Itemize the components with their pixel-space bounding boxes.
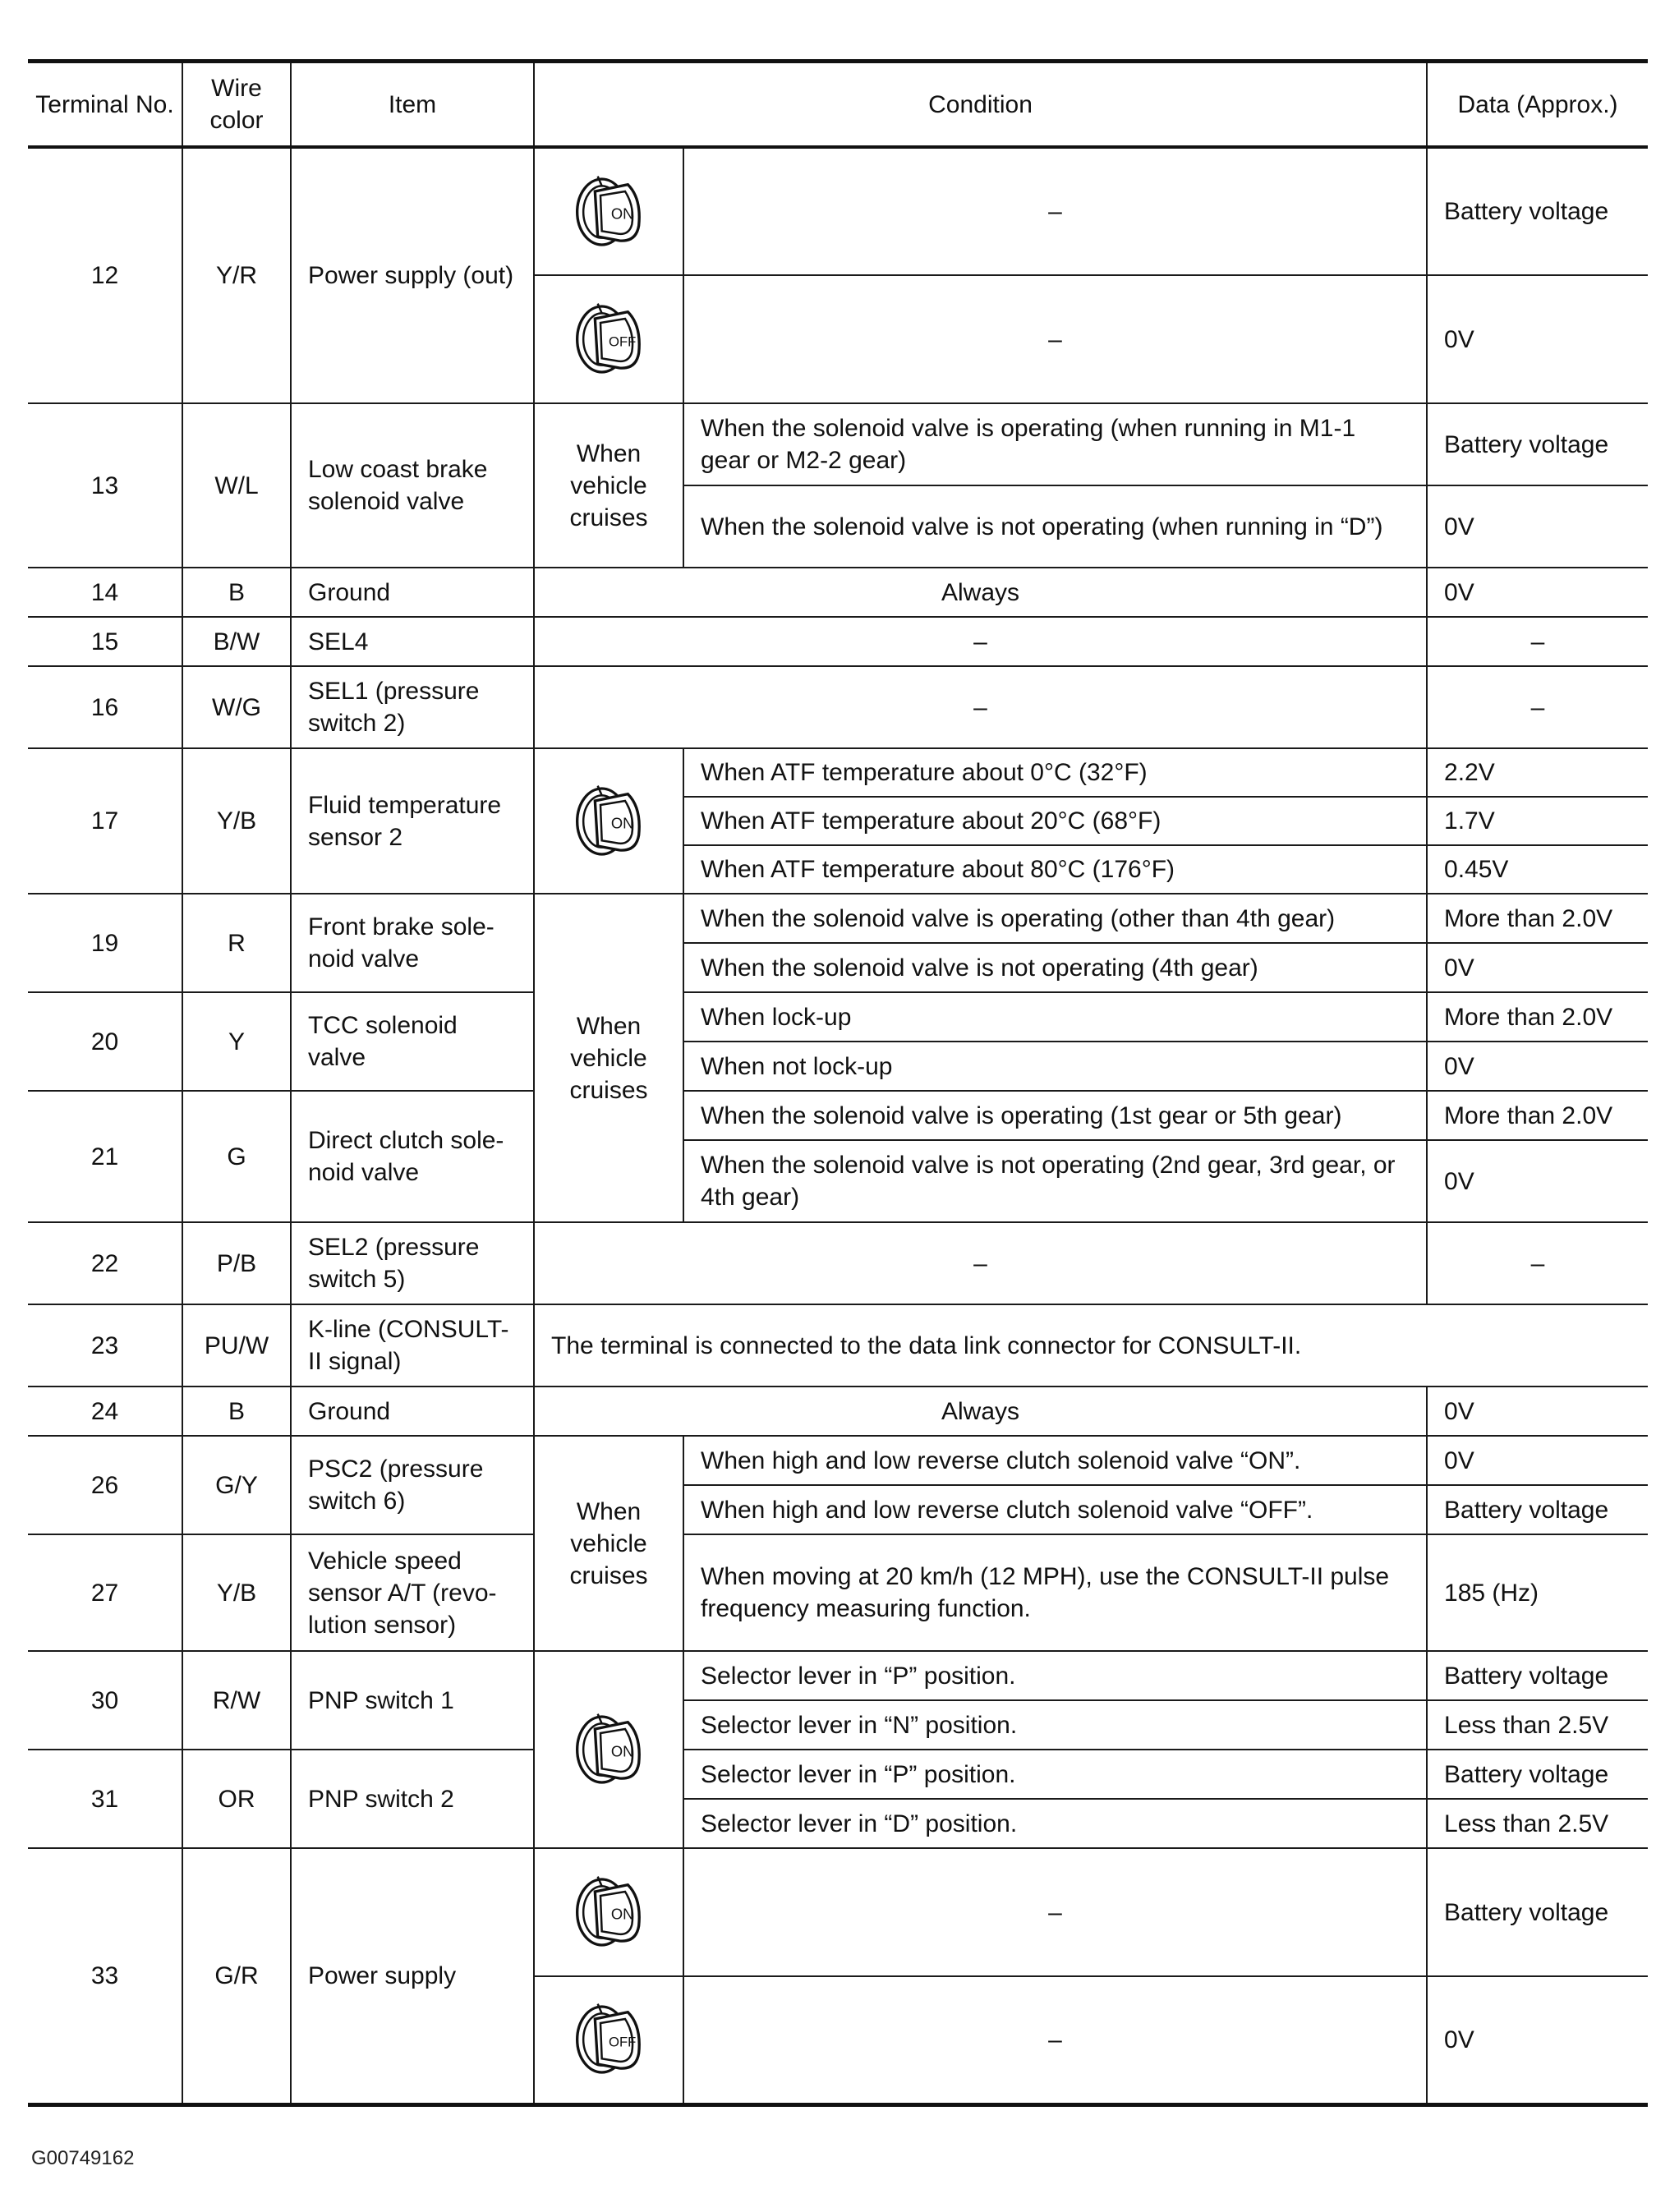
table-row (28, 617, 1648, 666)
data-value: 0V (1427, 1140, 1648, 1222)
data-value: 0V (1427, 275, 1648, 403)
condition-text: – (534, 666, 1427, 748)
table-row (28, 1848, 1648, 1976)
table-row (28, 403, 1648, 485)
wire-color: PU/W (182, 1304, 291, 1387)
terminal-no: 23 (28, 1304, 182, 1387)
terminal-no: 14 (28, 568, 182, 617)
condition-text: Always (534, 1387, 1427, 1436)
table-row (28, 1750, 1648, 1799)
wire-color: G/R (182, 1848, 291, 2104)
item-name: Low coast brake solenoid valve (291, 403, 534, 568)
key-label: ON (610, 1742, 634, 1760)
data-value: 1.7V (1427, 797, 1648, 845)
data-value: 0V (1427, 943, 1648, 992)
key-label: ON (610, 204, 634, 222)
terminal-no: 16 (28, 666, 182, 748)
data-value: More than 2.0V (1427, 992, 1648, 1042)
condition-text: When the solenoid valve is operating (1st gear or 5th gear) (683, 1091, 1427, 1140)
condition-text: When the solenoid valve is not operating (4th gear) (683, 943, 1427, 992)
item-name: SEL2 (pressure switch 5) (291, 1222, 534, 1304)
ignition-on-icon (568, 780, 650, 862)
condition-text: Selector lever in “N” position. (683, 1700, 1427, 1750)
ignition-on-icon (568, 171, 650, 253)
condition-text: When the solenoid valve is operating (when running in M1-1 gear or M2-2 gear) (683, 403, 1427, 485)
condition-text: When the solenoid valve is operating (other than 4th gear) (683, 894, 1427, 943)
terminal-no: 17 (28, 748, 182, 894)
ignition-on-icon (568, 1871, 650, 1953)
condition-group: When vehicle cruises (534, 403, 683, 568)
item-name: TCC solenoid valve (291, 992, 534, 1091)
terminal-no: 12 (28, 147, 182, 403)
figure-code: G00749162 (31, 2147, 135, 2169)
condition-text: – (534, 1222, 1427, 1304)
header-data: Data (Approx.) (1427, 62, 1648, 148)
wire-color: R (182, 894, 291, 992)
condition-text: – (683, 1848, 1427, 1976)
data-value: More than 2.0V (1427, 894, 1648, 943)
item-name: PSC2 (pressure switch 6) (291, 1436, 534, 1534)
key-label: ON (610, 1905, 634, 1923)
item-name: Vehicle speed sensor A/T (revo-lution sensor) (291, 1534, 534, 1651)
ignition-switch-cell (534, 1848, 683, 1976)
item-name: SEL4 (291, 617, 534, 666)
table-row (28, 992, 1648, 1042)
data-value: 0.45V (1427, 845, 1648, 894)
data-value: Battery voltage (1427, 1848, 1648, 1976)
table-row (28, 1222, 1648, 1304)
data-value: – (1427, 617, 1648, 666)
condition-text: When high and low reverse clutch solenoid valve “ON”. (683, 1436, 1427, 1485)
wire-color: W/L (182, 403, 291, 568)
wire-color: OR (182, 1750, 291, 1848)
terminal-no: 15 (28, 617, 182, 666)
item-name: K-line (CONSULT-II signal) (291, 1304, 534, 1387)
condition-text: When lock-up (683, 992, 1427, 1042)
condition-text: When ATF temperature about 80°C (176°F) (683, 845, 1427, 894)
condition-text: Always (534, 568, 1427, 617)
data-value: 0V (1427, 485, 1648, 568)
table-header-row (28, 62, 1648, 148)
data-value: 185 (Hz) (1427, 1534, 1648, 1651)
ignition-switch-cell (534, 275, 683, 403)
item-name: PNP switch 2 (291, 1750, 534, 1848)
wire-color: W/G (182, 666, 291, 748)
terminal-no: 26 (28, 1436, 182, 1534)
data-value: Less than 2.5V (1427, 1700, 1648, 1750)
item-name: Power supply (291, 1848, 534, 2104)
data-value: Battery voltage (1427, 147, 1648, 275)
item-name: Ground (291, 568, 534, 617)
item-name: Power supply (out) (291, 147, 534, 403)
condition-text: When moving at 20 km/h (12 MPH), use the CONSULT-II pulse frequency measuring function. (683, 1534, 1427, 1651)
data-value: 0V (1427, 1387, 1648, 1436)
header-condition: Condition (534, 62, 1427, 148)
wire-color: G/Y (182, 1436, 291, 1534)
data-value: Battery voltage (1427, 1485, 1648, 1534)
table-row (28, 666, 1648, 748)
data-value: – (1427, 666, 1648, 748)
table-row (28, 1534, 1648, 1651)
table-row (28, 748, 1648, 797)
table-row (28, 894, 1648, 943)
data-value: Battery voltage (1427, 403, 1648, 485)
condition-text: When not lock-up (683, 1042, 1427, 1091)
data-value: 2.2V (1427, 748, 1648, 797)
condition-text: When high and low reverse clutch solenoid valve “OFF”. (683, 1485, 1427, 1534)
condition-text: – (683, 147, 1427, 275)
condition-text: Selector lever in “P” position. (683, 1750, 1427, 1799)
terminal-no: 21 (28, 1091, 182, 1222)
data-value: Battery voltage (1427, 1750, 1648, 1799)
wire-color: Y (182, 992, 291, 1091)
terminal-no: 30 (28, 1651, 182, 1750)
ignition-switch-cell (534, 1976, 683, 2104)
ignition-on-icon (568, 1708, 650, 1791)
item-name: Direct clutch sole-noid valve (291, 1091, 534, 1222)
header-wire-color: Wire color (182, 62, 291, 148)
wire-color: B/W (182, 617, 291, 666)
data-value: Battery voltage (1427, 1651, 1648, 1700)
wire-color: G (182, 1091, 291, 1222)
data-value: More than 2.0V (1427, 1091, 1648, 1140)
table-row (28, 1387, 1648, 1436)
terminal-no: 22 (28, 1222, 182, 1304)
condition-text: When the solenoid valve is not operating (2nd gear, 3rd gear, or 4th gear) (683, 1140, 1427, 1222)
data-value: 0V (1427, 1436, 1648, 1485)
table-row (28, 1651, 1648, 1700)
wire-color: Y/B (182, 1534, 291, 1651)
terminal-no: 33 (28, 1848, 182, 2104)
condition-text: When ATF temperature about 0°C (32°F) (683, 748, 1427, 797)
terminal-no: 27 (28, 1534, 182, 1651)
condition-group: When vehicle cruises (534, 1436, 683, 1651)
terminal-spec-table (28, 59, 1648, 2107)
table-row (28, 1436, 1648, 1485)
wire-color: Y/R (182, 147, 291, 403)
condition-text: When the solenoid valve is not operating (when running in “D”) (683, 485, 1427, 568)
terminal-no: 13 (28, 403, 182, 568)
data-value: – (1427, 1222, 1648, 1304)
item-name: PNP switch 1 (291, 1651, 534, 1750)
terminal-no: 19 (28, 894, 182, 992)
condition-text: Selector lever in “D” position. (683, 1799, 1427, 1848)
terminal-no: 20 (28, 992, 182, 1091)
key-label: OFF (609, 333, 637, 350)
ignition-off-icon (568, 298, 650, 380)
wire-color: P/B (182, 1222, 291, 1304)
wire-color: B (182, 568, 291, 617)
condition-text: When ATF temperature about 20°C (68°F) (683, 797, 1427, 845)
wire-color: Y/B (182, 748, 291, 894)
condition-text: Selector lever in “P” position. (683, 1651, 1427, 1700)
ignition-switch-cell (534, 1651, 683, 1848)
terminal-no: 24 (28, 1387, 182, 1436)
data-value: 0V (1427, 568, 1648, 617)
header-item: Item (291, 62, 534, 148)
item-name: Ground (291, 1387, 534, 1436)
key-label: OFF (609, 2034, 637, 2050)
terminal-table-sheet (28, 59, 1648, 2107)
ignition-off-icon (568, 1998, 650, 2081)
header-terminal-no: Terminal No. (28, 62, 182, 148)
condition-text: – (683, 275, 1427, 403)
terminal-no: 31 (28, 1750, 182, 1848)
ignition-switch-cell (534, 748, 683, 894)
item-name: Fluid temperature sensor 2 (291, 748, 534, 894)
table-row (28, 1304, 1648, 1387)
ignition-switch-cell (534, 147, 683, 275)
data-value: 0V (1427, 1042, 1648, 1091)
table-row (28, 1091, 1648, 1140)
data-value: 0V (1427, 1976, 1648, 2104)
wire-color: B (182, 1387, 291, 1436)
condition-group: When vehicle cruises (534, 894, 683, 1222)
condition-text: The terminal is connected to the data link connector for CONSULT-II. (534, 1304, 1648, 1387)
data-value: Less than 2.5V (1427, 1799, 1648, 1848)
condition-text: – (683, 1976, 1427, 2104)
item-name: Front brake sole-noid valve (291, 894, 534, 992)
key-label: ON (610, 813, 634, 831)
item-name: SEL1 (pressure switch 2) (291, 666, 534, 748)
table-row (28, 147, 1648, 275)
table-row (28, 568, 1648, 617)
condition-text: – (534, 617, 1427, 666)
wire-color: R/W (182, 1651, 291, 1750)
